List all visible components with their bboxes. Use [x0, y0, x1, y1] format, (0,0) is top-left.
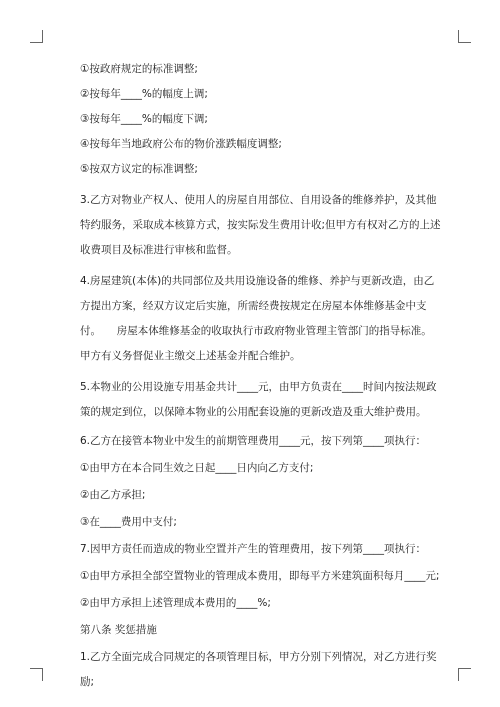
paragraph-6-item: ①由甲方在本合同生效之日起____日内向乙方支付;	[80, 462, 314, 474]
paragraph-7-item: ②由甲方承担上述管理成本费用的____%;	[80, 597, 271, 609]
crop-mark-top-right	[458, 30, 471, 43]
paragraph-4: 4.房屋建筑(本体)的共同部位及共用设施设备的维修、养护与更新改造，由乙方提出方案，经双方议定后实施，所需经费按规定在房屋本体维修基金中支付。 房屋本体维修基金的收取执行市政府物业管理主管部门的指导标准。 甲方有义务督促业主缴交上述基金并配合维护。	[80, 275, 448, 362]
crop-mark-top-left	[30, 30, 43, 43]
paragraph-6-item: ②由乙方承担;	[80, 489, 146, 501]
option-line: ⑤按双方议定的标准调整;	[80, 163, 198, 175]
option-line: ①按政府规定的标准调整;	[80, 63, 198, 75]
document-page	[80, 63, 448, 695]
paragraph-8-1: 1.乙方全面完成合同规定的各项管理目标，甲方分别下列情况，对乙方进行奖励;	[80, 651, 437, 688]
option-line: ②按每年____%的幅度上调;	[80, 88, 208, 100]
paragraph-6-item: ③在____费用中支付;	[80, 516, 177, 528]
paragraph-7: 7.因甲方责任而造成的物业空置并产生的管理费用，按下列第____项执行：	[80, 543, 427, 555]
paragraph-3: 3.乙方对物业产权人、使用人的房屋自用部位、自用设备的维修养护，及其他特约服务，采取成本核算方式，按实际发生费用计收;但甲方有权对乙方的上述收费项目及标准进行审核和监督。	[80, 194, 441, 256]
article-8-title: 第八条 奖惩措施	[80, 624, 157, 636]
crop-mark-bottom-right	[458, 668, 471, 681]
option-line: ④按每年当地政府公布的物价涨跌幅度调整;	[80, 138, 282, 150]
option-line: ③按每年____%的幅度下调;	[80, 113, 208, 125]
crop-mark-bottom-left	[30, 668, 43, 681]
paragraph-5: 5.本物业的公用设施专用基金共计____元，由甲方负责在____时间内按法规政策的规定到位，以保障本物业的公用配套设施的更新改造及重大维护费用。	[80, 381, 437, 418]
paragraph-7-item: ①由甲方承担全部空置物业的管理成本费用，即每平方米建筑面积每月____元;	[80, 570, 440, 582]
paragraph-6: 6.乙方在接管本物业中发生的前期管理费用____元，按下列第____项执行：	[80, 435, 427, 447]
